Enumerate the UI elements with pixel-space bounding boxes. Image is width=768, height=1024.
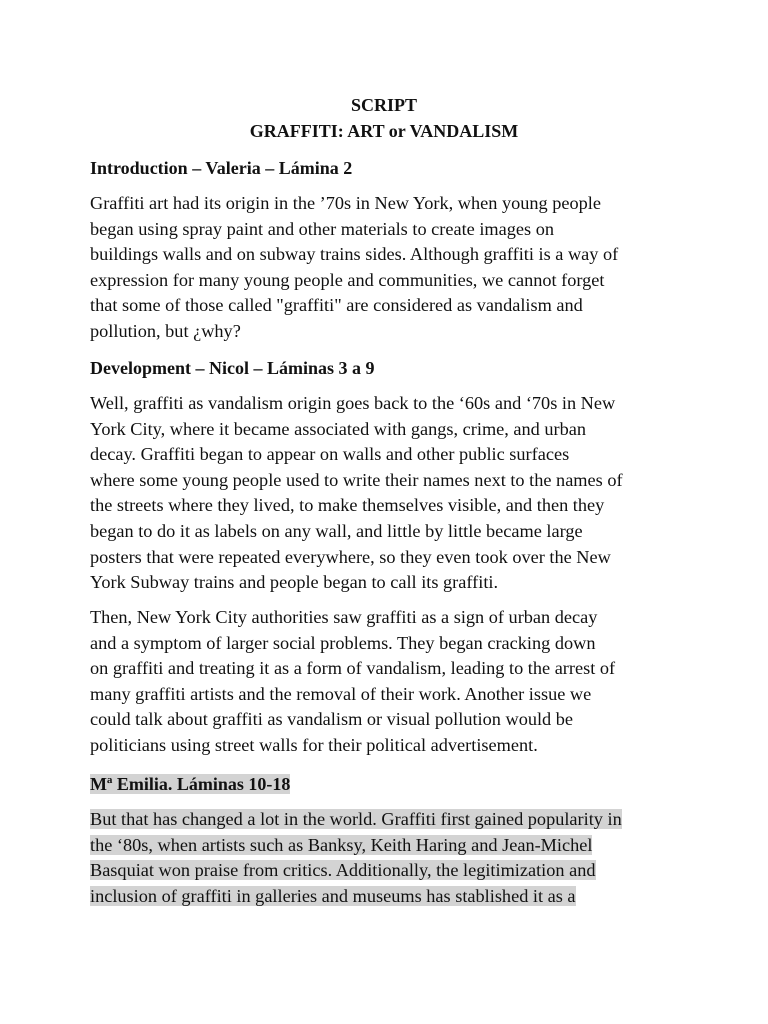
text-line: on graffiti and treating it as a form of vandalism, leading to the arrest of [90,658,616,679]
text-line: that some of those called "graffiti" are considered as vandalism and [90,295,583,316]
text-line: decay. Graffiti began to appear on walls and other public surfaces [90,444,570,465]
document-title: SCRIPT [350,95,417,115]
text-line-wrap [90,884,622,910]
text-line: inclusion of graffiti in galleries and museums has stablished it as a [90,885,576,906]
paragraph-development-2 [90,605,615,759]
text-line: pollution, but ¿why? [90,320,241,341]
text-line: the ‘80s, when artists such as Banksy, Keith Haring and Jean-Michel [90,834,593,855]
text-line: York City, where it became associated with gangs, crime, and urban [90,418,587,439]
section-heading-emilia [90,772,290,796]
text-line: politicians using street walls for their political advertisement. [90,734,538,755]
text-line: York Subway trains and people began to call its graffiti. [90,572,499,593]
text-line: many graffiti artists and the removal of their work. Another issue we [90,683,592,704]
section-heading-development: Development – Nicol – Láminas 3 a 9 [90,358,375,378]
text-line: Graffiti art had its origin in the ’70s in New York, when young people [90,193,601,213]
text-line: where some young people used to write their names next to the names of [90,469,623,490]
text-line-wrap [90,858,622,884]
paragraph-emilia [90,807,622,909]
document-subtitle: GRAFFITI: ART or VANDALISM [249,121,519,141]
text-line: posters that were repeated everywhere, so they even took over the New [90,546,611,567]
text-line: began to do it as labels on any wall, and little by little became large [90,520,583,541]
text-line: began using spray paint and other materials to create images on [90,218,554,239]
text-line-wrap [90,833,622,859]
text-line: Basquiat won praise from critics. Additionally, the legitimization and [90,860,596,881]
paragraph-development-1 [90,391,623,596]
text-line: expression for many young people and communities, we cannot forget [90,269,605,290]
text-line: buildings walls and on subway trains sides. Although graffiti is a way of [90,244,619,265]
text-line: Then, New York City authorities saw graffiti as a sign of urban decay [90,607,598,627]
paragraph-introduction [90,191,618,345]
text-line: But that has changed a lot in the world. Graffiti first gained popularity in [90,809,622,829]
section-heading-emilia-text: Mª Emilia. Láminas 10-18 [90,774,291,794]
text-line: the streets where they lived, to make themselves visible, and then they [90,495,605,516]
text-line: could talk about graffiti as vandalism or visual pollution would be [90,709,574,730]
text-line: Well, graffiti as vandalism origin goes back to the ‘60s and ‘70s in New [90,393,616,413]
text-line: and a symptom of larger social problems. They began cracking down [90,632,596,653]
section-heading-introduction: Introduction – Valeria – Lámina 2 [90,158,353,178]
text-line-wrap [90,807,622,833]
